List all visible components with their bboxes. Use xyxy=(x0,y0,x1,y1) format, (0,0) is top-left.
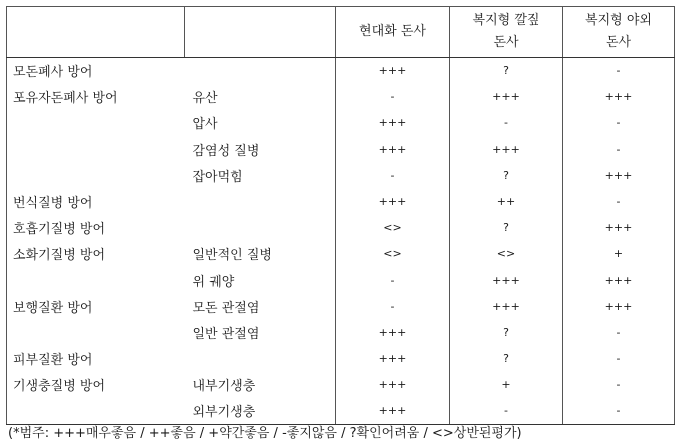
category-cell: 번식질병 방어 xyxy=(7,188,185,214)
category-cell xyxy=(7,162,185,188)
modern-pigpen-cell: <> xyxy=(336,241,450,267)
category-cell xyxy=(7,136,185,162)
modern-pigpen-cell: +++ xyxy=(336,398,450,424)
table-row xyxy=(7,215,675,241)
modern-pigpen-cell: +++ xyxy=(336,110,450,136)
subcategory-cell: 모돈 관절염 xyxy=(192,300,260,316)
modern-pigpen-cell: +++ xyxy=(336,136,450,162)
table-row xyxy=(7,372,675,398)
modern-pigpen-cell: +++ xyxy=(336,188,450,214)
header-welfare-outdoor-pigpen xyxy=(563,7,675,58)
subcategory-cell: 위 궤양 xyxy=(192,274,235,290)
subcategory-cell: 일반적인 질병 xyxy=(192,248,272,264)
header-modern-pigpen xyxy=(336,7,450,58)
welfare-outdoor-cell: +++ xyxy=(563,215,675,241)
welfare-litter-cell: ++ xyxy=(450,188,563,214)
subcategory-cell xyxy=(185,215,336,241)
table-row xyxy=(7,58,675,84)
modern-pigpen-cell: <> xyxy=(336,215,450,241)
table-row xyxy=(7,188,675,214)
welfare-outdoor-cell: + xyxy=(563,241,675,267)
subcategory-cell: 감염성 질병 xyxy=(192,143,260,159)
welfare-litter-cell: ? xyxy=(450,58,563,84)
subcategory-cell: 잡아먹힘 xyxy=(192,169,243,185)
welfare-litter-cell: ? xyxy=(450,346,563,372)
welfare-litter-cell: +++ xyxy=(450,267,563,293)
category-cell xyxy=(7,110,185,136)
welfare-outdoor-cell: - xyxy=(563,398,675,424)
modern-pigpen-cell: - xyxy=(336,84,450,110)
welfare-litter-cell: - xyxy=(450,110,563,136)
header-welfare-outdoor-line1: 복지형 야외 xyxy=(585,13,652,28)
subcategory-cell: 외부기생충 xyxy=(185,398,336,424)
welfare-litter-cell: ? xyxy=(450,215,563,241)
category-cell: 기생충질병 방어 xyxy=(7,372,185,398)
table-row xyxy=(7,398,675,424)
welfare-outdoor-cell: +++ xyxy=(563,267,675,293)
modern-pigpen-cell: +++ xyxy=(336,58,450,84)
category-cell xyxy=(7,267,185,293)
modern-pigpen-cell: - xyxy=(336,293,450,319)
welfare-outdoor-cell: - xyxy=(563,136,675,162)
welfare-outdoor-cell: - xyxy=(563,188,675,214)
category-cell: 소화기질병 방어 xyxy=(7,241,185,267)
welfare-litter-cell: +++ xyxy=(450,293,563,319)
welfare-outdoor-cell: +++ xyxy=(563,162,675,188)
table-row xyxy=(7,110,675,136)
welfare-litter-cell: - xyxy=(450,398,563,424)
welfare-litter-cell: +++ xyxy=(450,84,563,110)
header-welfare-outdoor-line2: 돈사 xyxy=(605,35,632,50)
welfare-outdoor-cell: - xyxy=(563,58,675,84)
modern-pigpen-cell: - xyxy=(336,162,450,188)
subcategory-cell xyxy=(185,346,336,372)
category-cell: 보행질환 방어 xyxy=(7,293,185,319)
subcategory-cell: 압사 xyxy=(192,117,218,133)
category-cell: 모돈폐사 방어 xyxy=(7,58,185,84)
welfare-outdoor-cell: - xyxy=(563,319,675,345)
subcategory-cell: 내부기생충 xyxy=(192,379,256,395)
table-row xyxy=(7,267,675,293)
modern-pigpen-cell: +++ xyxy=(336,372,450,398)
subcategory-cell xyxy=(185,58,336,84)
rating-legend: (*범주: +++매우좋음 / ++좋음 / +약간좋음 / -좋지않음 / ?확인어려움 / <>상반된평가) xyxy=(8,426,522,441)
welfare-outdoor-cell: - xyxy=(563,110,675,136)
modern-pigpen-cell: +++ xyxy=(336,346,450,372)
category-cell xyxy=(7,398,185,424)
subcategory-cell: 일반 관절염 xyxy=(192,326,260,342)
table-row xyxy=(7,319,675,345)
welfare-outdoor-cell: +++ xyxy=(563,293,675,319)
subcategory-cell xyxy=(185,188,336,214)
header-welfare-litter-pigpen xyxy=(450,7,563,58)
header-subcategory xyxy=(185,7,336,58)
header-welfare-litter-line2: 돈사 xyxy=(493,35,519,50)
welfare-litter-cell: + xyxy=(450,372,563,398)
category-cell xyxy=(7,319,185,345)
header-row xyxy=(7,7,675,58)
table-row xyxy=(7,346,675,372)
table-row xyxy=(7,84,675,110)
welfare-outdoor-cell: +++ xyxy=(563,84,675,110)
welfare-litter-cell: ? xyxy=(450,319,563,345)
category-cell: 포유자돈폐사 방어 xyxy=(7,84,185,110)
header-welfare-litter-line1: 복지형 깔짚 xyxy=(472,13,540,28)
table-row xyxy=(7,136,675,162)
modern-pigpen-cell: - xyxy=(336,267,450,293)
category-cell: 호흡기질병 방어 xyxy=(7,215,185,241)
welfare-litter-cell: <> xyxy=(450,241,563,267)
subcategory-cell: 유산 xyxy=(192,91,218,107)
welfare-litter-cell: ? xyxy=(450,162,563,188)
header-category xyxy=(7,7,185,58)
comparison-table xyxy=(6,6,675,425)
header-modern-pigpen-line1: 현대화 돈사 xyxy=(359,24,426,39)
table-row xyxy=(7,293,675,319)
welfare-outdoor-cell: - xyxy=(563,346,675,372)
welfare-litter-cell: +++ xyxy=(450,136,563,162)
category-cell: 피부질환 방어 xyxy=(7,346,185,372)
modern-pigpen-cell: +++ xyxy=(336,319,450,345)
table-row xyxy=(7,241,675,267)
welfare-outdoor-cell: - xyxy=(563,372,675,398)
table-row xyxy=(7,162,675,188)
